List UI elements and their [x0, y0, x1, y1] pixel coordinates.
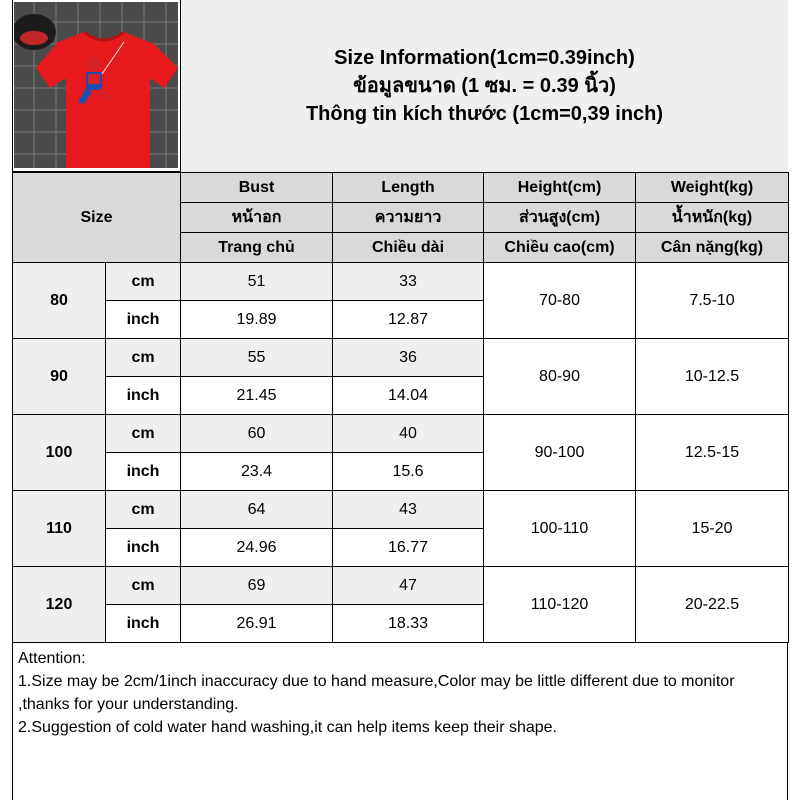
bust-header-vietnamese: Trang chủ [181, 233, 333, 263]
height-range: 110-120 [484, 567, 636, 643]
weight-header-thai: น้ำหนัก(kg) [636, 203, 789, 233]
table-row [13, 339, 789, 377]
unit-inch: inch [106, 529, 181, 567]
height-range: 100-110 [484, 491, 636, 567]
height-range: 90-100 [484, 415, 636, 491]
table-row [13, 263, 789, 301]
title-thai: ข้อมูลขนาด (1 ซม. = 0.39 นิ้ว) [353, 75, 616, 97]
size-label: 90 [13, 339, 106, 415]
bust-cm: 60 [181, 415, 333, 453]
bust-cm: 55 [181, 339, 333, 377]
bust-header-thai: หน้าอก [181, 203, 333, 233]
attention-note-2: 2.Suggestion of cold water hand washing,it can help items keep their shape. [18, 719, 557, 736]
product-photo [14, 2, 178, 168]
length-inch: 12.87 [333, 301, 484, 339]
weight-header: Weight(kg) [636, 173, 789, 203]
weight-range: 7.5-10 [636, 263, 789, 339]
title-english: Size Information(1cm=0.39inch) [334, 47, 635, 69]
length-cm: 40 [333, 415, 484, 453]
length-inch: 15.6 [333, 453, 484, 491]
bust-cm: 51 [181, 263, 333, 301]
title-vietnamese: Thông tin kích thước (1cm=0,39 inch) [305, 103, 664, 125]
weight-range: 15-20 [636, 491, 789, 567]
weight-range: 12.5-15 [636, 415, 789, 491]
length-header: Length [333, 173, 484, 203]
length-inch: 14.04 [333, 377, 484, 415]
unit-inch: inch [106, 377, 181, 415]
size-label: 100 [13, 415, 106, 491]
length-inch: 16.77 [333, 529, 484, 567]
attention-title: Attention: [18, 650, 86, 667]
red-tshirt-spiderman-photo-icon [14, 2, 178, 168]
height-range: 80-90 [484, 339, 636, 415]
size-table [12, 172, 789, 643]
bust-cm: 64 [181, 491, 333, 529]
length-cm: 36 [333, 339, 484, 377]
height-header-vietnamese: Chiều cao(cm) [484, 233, 636, 263]
length-header-thai: ความยาว [333, 203, 484, 233]
bust-inch: 23.4 [181, 453, 333, 491]
weight-range: 20-22.5 [636, 567, 789, 643]
bust-inch: 26.91 [181, 605, 333, 643]
length-cm: 43 [333, 491, 484, 529]
size-label: 120 [13, 567, 106, 643]
header-block [12, 0, 788, 172]
unit-inch: inch [106, 453, 181, 491]
size-column-header: Size [13, 173, 181, 263]
weight-header-vietnamese: Cân nặng(kg) [636, 233, 789, 263]
unit-cm: cm [106, 567, 181, 605]
size-label: 80 [13, 263, 106, 339]
length-cm: 47 [333, 567, 484, 605]
bust-cm: 69 [181, 567, 333, 605]
unit-cm: cm [106, 263, 181, 301]
attention-notes [12, 642, 788, 800]
size-label: 110 [13, 491, 106, 567]
bust-inch: 21.45 [181, 377, 333, 415]
table-row [13, 491, 789, 529]
unit-cm: cm [106, 491, 181, 529]
length-cm: 33 [333, 263, 484, 301]
table-row [13, 415, 789, 453]
unit-cm: cm [106, 339, 181, 377]
length-header-vietnamese: Chiều dài [333, 233, 484, 263]
length-inch: 18.33 [333, 605, 484, 643]
height-header-thai: ส่วนสูง(cm) [484, 203, 636, 233]
unit-cm: cm [106, 415, 181, 453]
unit-inch: inch [106, 605, 181, 643]
attention-note-1: 1.Size may be 2cm/1inch inaccuracy due to hand measure,Color may be little different due to monitor ,thanks for your understanding. [18, 673, 735, 713]
bust-inch: 19.89 [181, 301, 333, 339]
height-range: 70-80 [484, 263, 636, 339]
table-row [13, 567, 789, 605]
size-information-title [180, 0, 788, 172]
unit-inch: inch [106, 301, 181, 339]
height-header: Height(cm) [484, 173, 636, 203]
bust-header: Bust [181, 173, 333, 203]
weight-range: 10-12.5 [636, 339, 789, 415]
bust-inch: 24.96 [181, 529, 333, 567]
